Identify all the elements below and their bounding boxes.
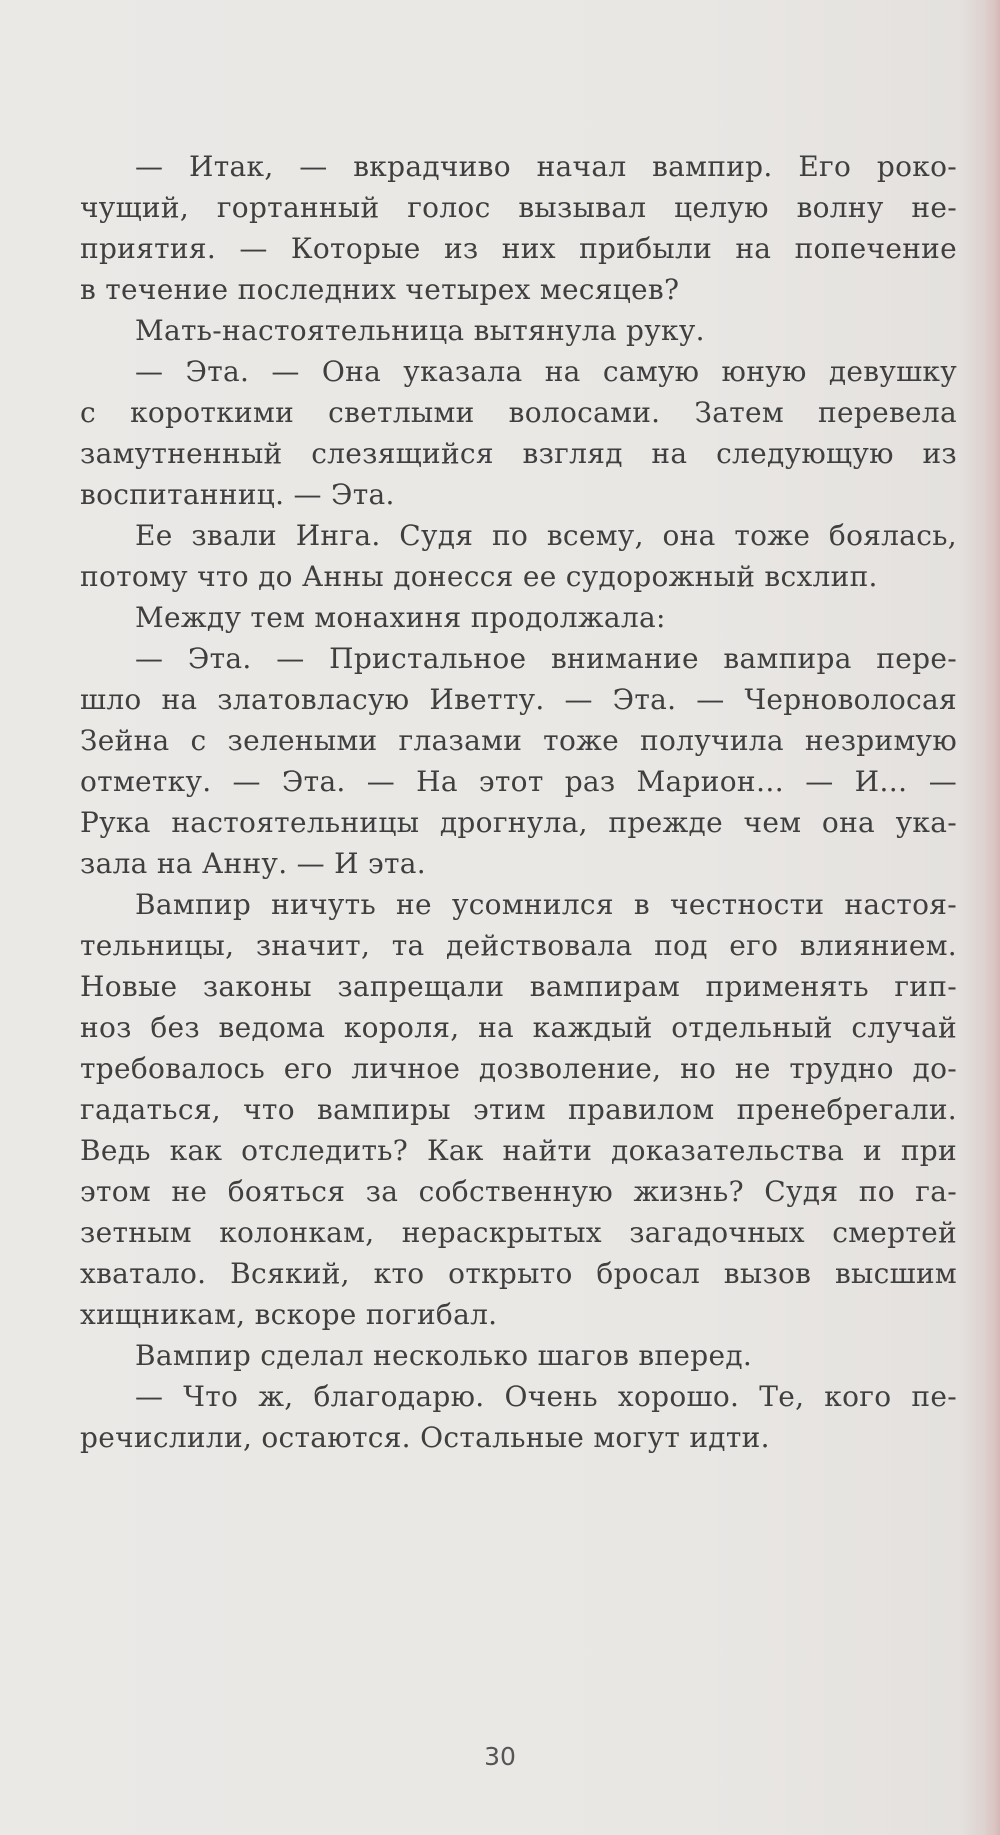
text-line: — Что ж, благодарю. Очень хорошо. Те, кого пе-	[135, 1380, 957, 1413]
text-line: в течение последних четырех месяцев?	[80, 273, 680, 306]
page-number: 30	[484, 1742, 516, 1771]
text-line: замутненный слезящийся взгляд на следующую из	[80, 437, 957, 470]
text-line: Вампир сделал несколько шагов вперед.	[135, 1339, 753, 1372]
text-line: — Итак, — вкрадчиво начал вампир. Его роко-	[135, 150, 957, 183]
text-line: зала на Анну. — И эта.	[80, 847, 426, 880]
page-edge-shadow	[984, 0, 1000, 1835]
text-line: отметку. — Эта. — На этот раз Марион… — И… —	[80, 765, 957, 798]
text-line: Между тем монахиня продолжала:	[135, 601, 666, 634]
text-line: Вампир ничуть не усомнился в честности настоя-	[135, 888, 957, 921]
text-line: гадаться, что вампиры этим правилом пренебрегали.	[80, 1093, 957, 1126]
text-line: ноз без ведома короля, на каждый отдельный случай	[80, 1011, 957, 1044]
text-line: Ведь как отследить? Как найти доказательства и при	[80, 1134, 957, 1167]
text-line: — Эта. — Пристальное внимание вампира пере-	[135, 642, 957, 675]
text-line: с короткими светлыми волосами. Затем перевела	[80, 396, 957, 429]
text-line: чущий, гортанный голос вызывал целую волну не-	[80, 191, 957, 224]
text-line: тельницы, значит, та действовала под его влиянием.	[80, 929, 957, 962]
text-line: Новые законы запрещали вампирам применять гип-	[80, 970, 957, 1003]
text-line: этом не бояться за собственную жизнь? Судя по га-	[80, 1175, 957, 1208]
text-line: приятия. — Которые из них прибыли на попечение	[80, 232, 957, 265]
text-line: потому что до Анны донесся ее судорожный всхлип.	[80, 560, 878, 593]
text-line: Ее звали Инга. Судя по всему, она тоже боялась,	[135, 519, 957, 552]
text-line: хищникам, вскоре погибал.	[80, 1298, 498, 1331]
text-line: Зейна с зелеными глазами тоже получила незримую	[80, 724, 957, 757]
text-line: Мать-настоятельница вытянула руку.	[135, 314, 705, 347]
text-line: требовалось его личное дозволение, но не трудно до-	[80, 1052, 957, 1085]
text-line: воспитанниц. — Эта.	[80, 478, 395, 511]
text-line: хватало. Всякий, кто открыто бросал вызов высшим	[80, 1257, 957, 1290]
text-line: шло на златовласую Иветту. — Эта. — Черноволосая	[80, 683, 957, 716]
text-line: зетным колонкам, нераскрытых загадочных смертей	[80, 1216, 957, 1249]
text-line: Рука настоятельницы дрогнула, прежде чем она ука-	[80, 806, 957, 839]
text-line: речислили, остаются. Остальные могут идти.	[80, 1421, 770, 1454]
body-text	[80, 146, 957, 1458]
text-line: — Эта. — Она указала на самую юную девушку	[135, 355, 957, 388]
